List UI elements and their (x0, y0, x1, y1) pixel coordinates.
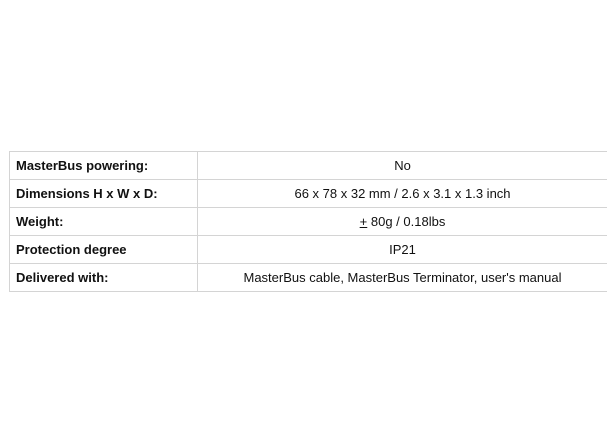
specifications-table (9, 151, 607, 292)
table-row (10, 152, 608, 180)
table-row (10, 208, 608, 236)
plus-minus-symbol: + (359, 213, 368, 229)
spec-label-dimensions: Dimensions H x W x D: (10, 180, 198, 208)
spec-value-dimensions: 66 x 78 x 32 mm / 2.6 x 3.1 x 1.3 inch (198, 180, 608, 208)
spec-value-weight: 80g / 0.18lbs (367, 213, 446, 229)
spec-label-delivered-with: Delivered with: (10, 264, 198, 292)
spec-value-protection-degree: IP21 (198, 236, 608, 264)
table-row (10, 180, 608, 208)
spec-label-weight: Weight: (10, 208, 198, 236)
table-row (10, 236, 608, 264)
spec-label-masterbus-powering: MasterBus powering: (10, 152, 198, 180)
spec-label-protection-degree: Protection degree (10, 236, 198, 264)
spec-value-weight-cell (198, 208, 608, 236)
spec-value-delivered-with: MasterBus cable, MasterBus Terminator, user's manual (198, 264, 608, 292)
spec-value-masterbus-powering: No (198, 152, 608, 180)
table-row (10, 264, 608, 292)
